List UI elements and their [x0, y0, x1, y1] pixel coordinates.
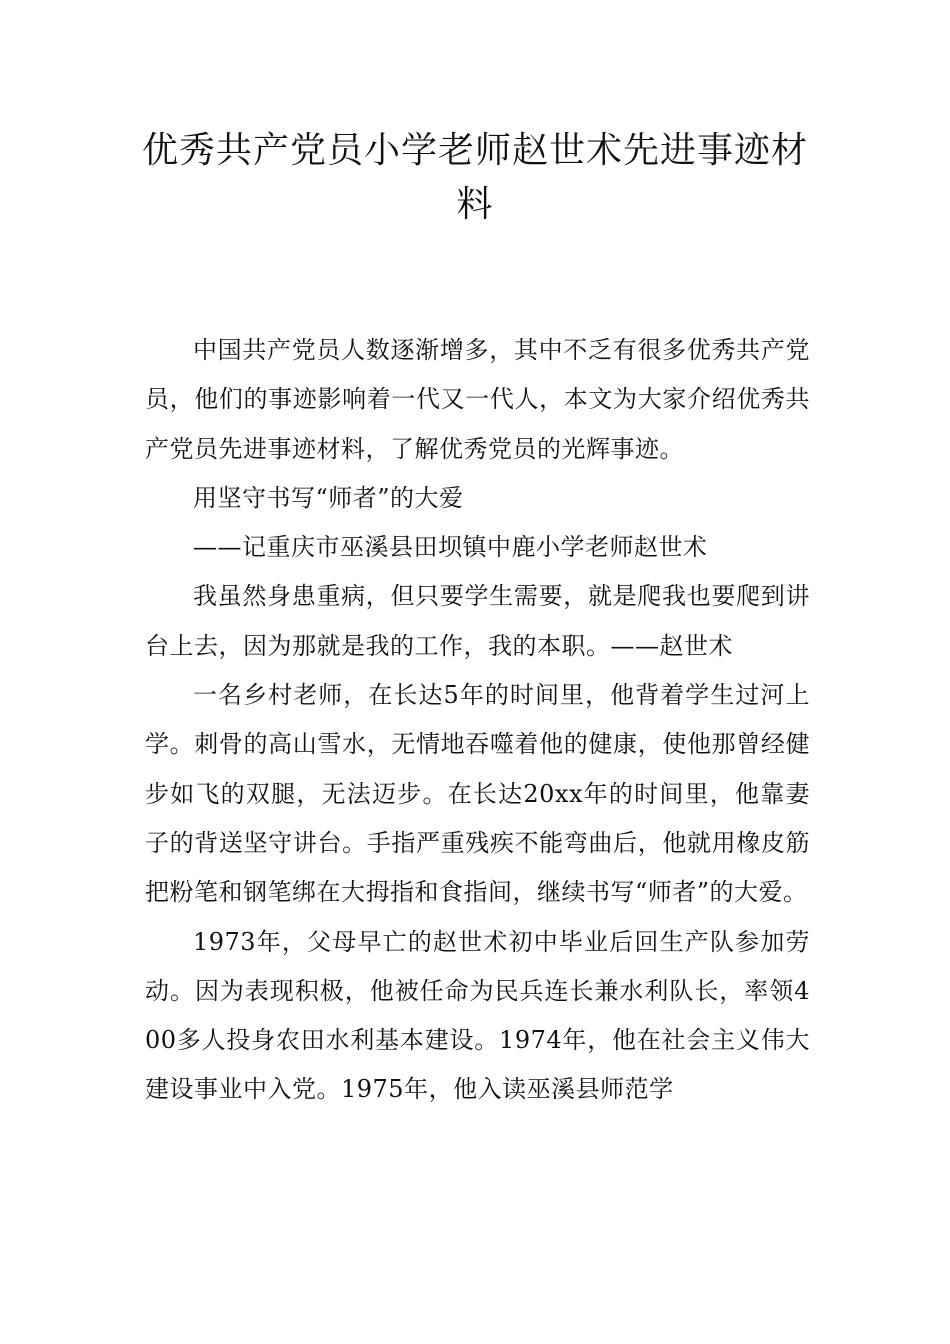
paragraph-subtitle: 用坚守书写“师者”的大爱: [193, 483, 464, 512]
paragraph-subheading: ——记重庆市巫溪县田坝镇中鹿小学老师赵世术: [193, 533, 708, 562]
paragraph-intro: 中国共产党员人数逐渐增多，其中不乏有很多优秀共产党员，他们的事迹影响着一代又一代人，本文为大家介绍优秀共产党员先进事迹材料，了解优秀党员的光辉事迹。: [145, 336, 810, 463]
paragraph-story: 一名乡村老师，在长达5年的时间里，他背着学生过河上学。刺骨的高山雪水，无情地吞噬着他的健康，使他那曾经健步如飞的双腿，无法迈步。在长达20xx年的时间里，他靠妻子的背送坚守讲台。手指严重残疾不能弯曲后，他就用橡皮筋把粉笔和钢笔绑在大拇指和食指间，继续书写“师者”的大爱。: [145, 681, 810, 907]
document-title: 优秀共产党员小学老师赵世术先进事迹材料: [141, 130, 808, 225]
paragraph-history: 1973年，父母早亡的赵世术初中毕业后回生产队参加劳动。因为表现积极，他被任命为民兵连长兼水利队长，率领400多人投身农田水利基本建设。1974年，他在社会主义伟大建设事业中入党。1975年，他入读巫溪县师范学: [145, 927, 810, 1104]
document-body: [145, 326, 810, 1115]
paragraph-quote: 我虽然身患重病，但只要学生需要，就是爬我也要爬到讲台上去，因为那就是我的工作，我的本职。——赵世术: [145, 582, 810, 660]
